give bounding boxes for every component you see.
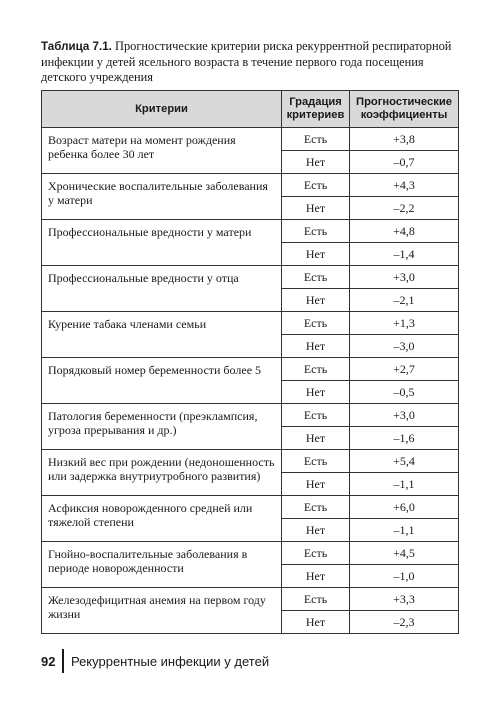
table-caption-label: Таблица 7.1. <box>41 40 112 53</box>
coefficient-yes-cell: +4,8 <box>350 220 459 243</box>
header-gradation: Градация критериев <box>282 91 350 128</box>
gradation-yes-cell: Есть <box>282 128 350 151</box>
criterion-cell: Хронические воспалительные заболевания у матери <box>42 174 282 220</box>
coefficient-no-cell: –2,3 <box>350 611 459 634</box>
coefficient-yes-cell: +4,3 <box>350 174 459 197</box>
running-title: Рекуррентные инфекции у детей <box>70 653 270 669</box>
coefficient-no-cell: –1,1 <box>350 519 459 542</box>
coefficient-no-cell: –2,2 <box>350 197 459 220</box>
table-row <box>42 266 459 289</box>
gradation-yes-cell: Есть <box>282 174 350 197</box>
criterion-cell: Гнойно-воспалительные заболевания в периоде новорожденности <box>42 542 282 588</box>
coefficient-no-cell: –3,0 <box>350 335 459 358</box>
gradation-no-cell: Нет <box>282 565 350 588</box>
criterion-cell: Профессиональные вредности у матери <box>42 220 282 266</box>
criterion-cell: Порядковый номер беременности более 5 <box>42 358 282 404</box>
gradation-yes-cell: Есть <box>282 220 350 243</box>
coefficient-yes-cell: +2,7 <box>350 358 459 381</box>
coefficient-yes-cell: +1,3 <box>350 312 459 335</box>
table-row <box>42 496 459 519</box>
gradation-no-cell: Нет <box>282 335 350 358</box>
criterion-cell: Курение табака членами семьи <box>42 312 282 358</box>
coefficient-no-cell: –0,5 <box>350 381 459 404</box>
coefficient-no-cell: –0,7 <box>350 151 459 174</box>
coefficient-no-cell: –1,1 <box>350 473 459 496</box>
coefficient-yes-cell: +3,0 <box>350 266 459 289</box>
coefficient-no-cell: –1,4 <box>350 243 459 266</box>
table-header-row <box>42 91 459 128</box>
criterion-cell: Профессиональные вредности у отца <box>42 266 282 312</box>
gradation-yes-cell: Есть <box>282 312 350 335</box>
coefficient-yes-cell: +3,8 <box>350 128 459 151</box>
gradation-yes-cell: Есть <box>282 266 350 289</box>
gradation-no-cell: Нет <box>282 473 350 496</box>
coefficient-no-cell: –2,1 <box>350 289 459 312</box>
table-row <box>42 174 459 197</box>
gradation-yes-cell: Есть <box>282 496 350 519</box>
page-footer <box>41 649 269 673</box>
gradation-no-cell: Нет <box>282 289 350 312</box>
gradation-yes-cell: Есть <box>282 588 350 611</box>
table-caption <box>41 39 456 86</box>
gradation-yes-cell: Есть <box>282 358 350 381</box>
table-row <box>42 542 459 565</box>
table-row <box>42 358 459 381</box>
table-row <box>42 312 459 335</box>
coefficient-no-cell: –1,0 <box>350 565 459 588</box>
coefficient-no-cell: –1,6 <box>350 427 459 450</box>
header-coefficients: Прогностические коэффициенты <box>350 91 459 128</box>
table-row <box>42 128 459 151</box>
criteria-table <box>41 90 459 634</box>
gradation-yes-cell: Есть <box>282 450 350 473</box>
coefficient-yes-cell: +5,4 <box>350 450 459 473</box>
gradation-no-cell: Нет <box>282 243 350 266</box>
gradation-no-cell: Нет <box>282 611 350 634</box>
gradation-no-cell: Нет <box>282 427 350 450</box>
table-caption-text: Прогностические критерии риска рекуррентной респираторной инфекции у детей ясельного возраста в течение первого года посещения детского учреждения <box>41 39 452 84</box>
coefficient-yes-cell: +3,0 <box>350 404 459 427</box>
coefficient-yes-cell: +6,0 <box>350 496 459 519</box>
criterion-cell: Низкий вес при рождении (недоношенность или задержка внутриутробного развития) <box>42 450 282 496</box>
criterion-cell: Асфиксия новорожденного средней или тяжелой степени <box>42 496 282 542</box>
header-criteria: Критерии <box>42 91 282 128</box>
gradation-no-cell: Нет <box>282 381 350 404</box>
criterion-cell: Железодефицитная анемия на первом году жизни <box>42 588 282 634</box>
table-row <box>42 404 459 427</box>
gradation-no-cell: Нет <box>282 519 350 542</box>
gradation-yes-cell: Есть <box>282 404 350 427</box>
coefficient-yes-cell: +3,3 <box>350 588 459 611</box>
table-row <box>42 588 459 611</box>
table-row <box>42 220 459 243</box>
criterion-cell: Возраст матери на момент рождения ребенка более 30 лет <box>42 128 282 174</box>
footer-divider <box>62 649 64 673</box>
gradation-yes-cell: Есть <box>282 542 350 565</box>
coefficient-yes-cell: +4,5 <box>350 542 459 565</box>
criterion-cell: Патология беременности (преэклампсия, угроза прерывания и др.) <box>42 404 282 450</box>
gradation-no-cell: Нет <box>282 151 350 174</box>
page-number: 92 <box>41 653 56 669</box>
gradation-no-cell: Нет <box>282 197 350 220</box>
table-row <box>42 450 459 473</box>
table-body <box>42 128 459 634</box>
